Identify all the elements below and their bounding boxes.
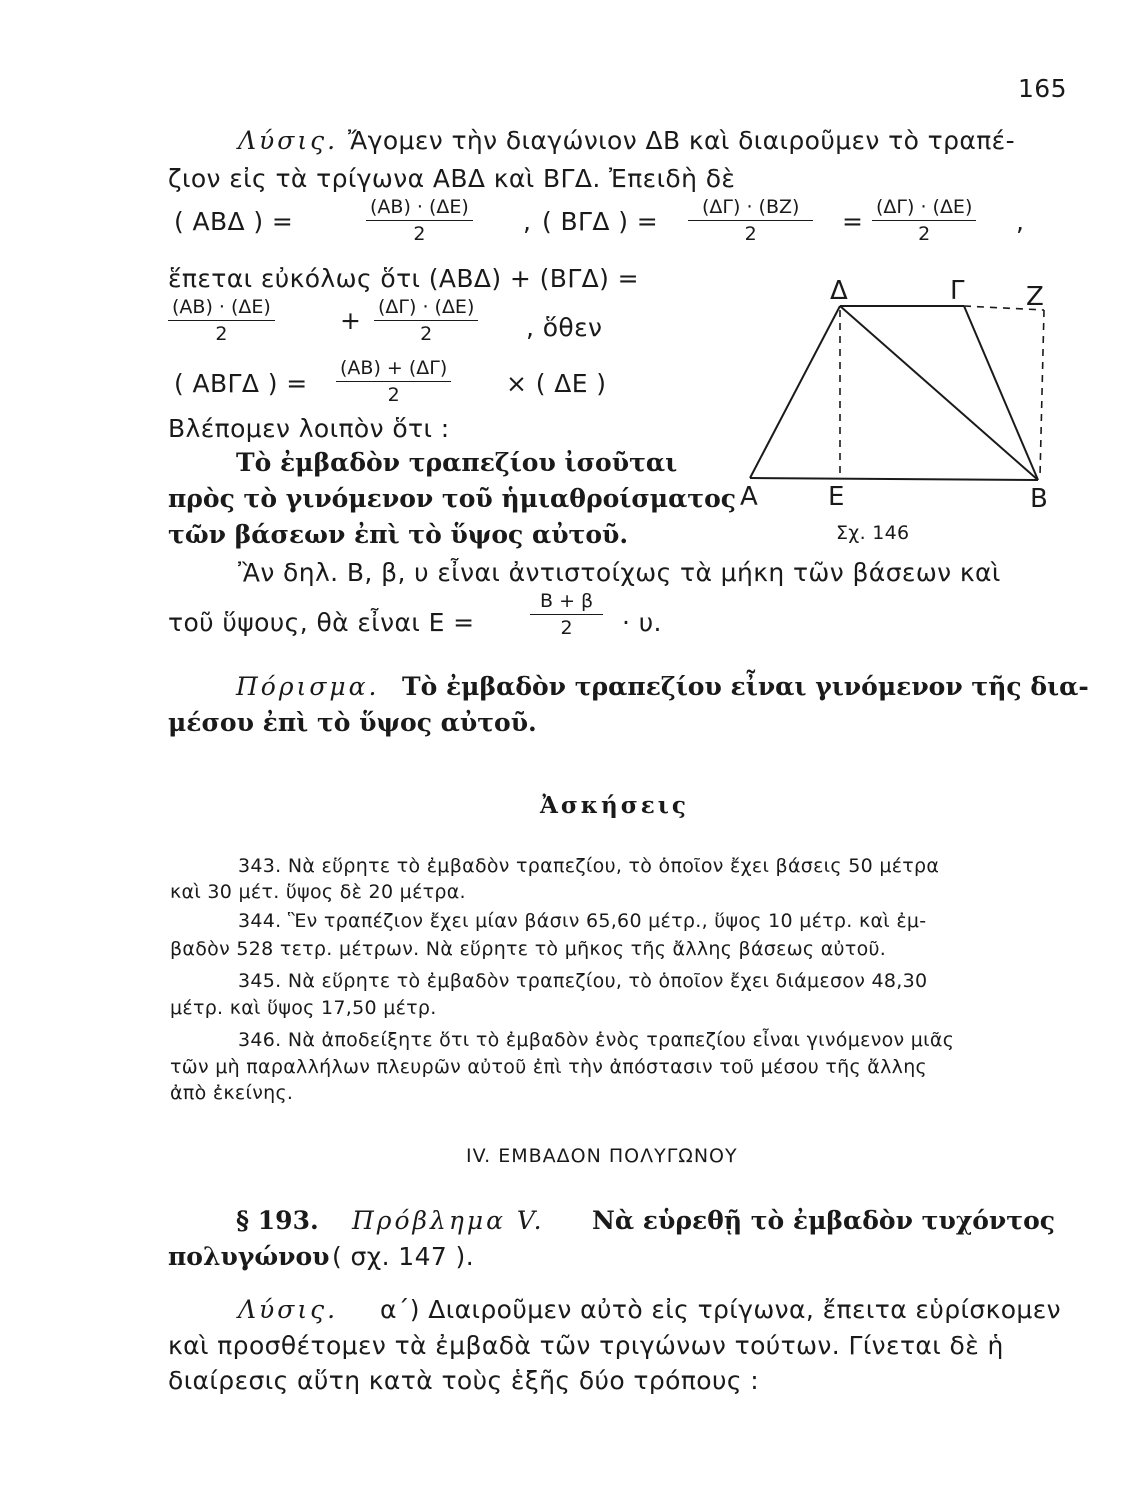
- we-see-line: Βλέπομεν λοιπὸν ὅτι :: [168, 414, 450, 443]
- figure-caption: Σχ. 146: [836, 522, 910, 544]
- label-delta: Δ: [830, 276, 848, 306]
- exercise-344-line-2: βαδὸν 528 τετρ. μέτρων. Νὰ εὕρητε τὸ μῆκος τῆς ἄλλης βάσεως αὐτοῦ.: [170, 938, 887, 960]
- section-heading: IV. ΕΜΒΑΔΟΝ ΠΟΛΥΓΩΝΟΥ: [466, 1145, 738, 1167]
- label-epsilon: Ε: [828, 482, 845, 512]
- if-line: Ἂν δηλ. Β, β, υ εἶναι ἀντιστοίχως τὰ μήκη τῶν βάσεων καὶ: [238, 558, 1001, 587]
- eq2-fraction-1: [168, 296, 275, 345]
- problem-figure-ref: ( σχ. 147 ).: [332, 1242, 475, 1271]
- exercise-343-line-1: 343. Νὰ εὕρητε τὸ ἐμβαδὸν τραπεζίου, τὸ ὁποῖον ἔχει βάσεις 50 μέτρα: [238, 855, 940, 877]
- label-gamma: Γ: [950, 276, 965, 306]
- corollary-line-1: Τὸ ἐμβαδὸν τραπεζίου εἶναι γινόμενον τῆς δια-: [402, 672, 1089, 701]
- solution2-label: Λύσις.: [238, 1295, 339, 1324]
- solution-line-2: ζιον εἰς τὰ τρίγωνα ΑΒΔ καὶ ΒΓΔ. Ἐπειδὴ δὲ: [168, 164, 736, 193]
- eq1-end: ,: [1016, 207, 1025, 236]
- eq2-f1-denominator: 2: [215, 323, 228, 345]
- label-zeta: Ζ: [1026, 282, 1044, 312]
- eq1-fraction-3: [872, 196, 976, 245]
- theorem-line-2: πρὸς τὸ γινόμενον τοῦ ἡμιαθροίσματος: [168, 484, 737, 513]
- solution2-line-2: καὶ προσθέτομεν τὰ ἐμβαδὰ τῶν τριγώνων τούτων. Γίνεται δὲ ἡ: [168, 1331, 1004, 1360]
- eq1-separator: ,: [523, 207, 532, 236]
- eq1-lhs-bgd: ( ΒΓΔ ) =: [542, 207, 659, 236]
- eq1-f2-numerator: (ΔΓ) · (ΒΖ): [688, 196, 813, 221]
- eq3-rhs: × ( ΔΕ ): [506, 369, 607, 398]
- diagonal-db-line: [840, 306, 1038, 480]
- page-number: 165: [1018, 74, 1067, 103]
- exercise-346-line-1: 346. Νὰ ἀποδείξητε ὅτι τὸ ἐμβαδὸν ἑνὸς τραπεζίου εἶναι γινόμενον μιᾶς: [238, 1029, 955, 1051]
- area-fraction: [530, 590, 603, 639]
- problem-title-2: πολυγώνου: [168, 1242, 330, 1271]
- eq1-fraction-2: [688, 196, 813, 245]
- base-ab-line: [750, 478, 1038, 480]
- label-beta: Β: [1030, 484, 1048, 514]
- problem-number: § 193.: [236, 1206, 319, 1235]
- exercise-345-line-2: μέτρ. καὶ ὕψος 17,50 μέτρ.: [170, 997, 437, 1019]
- exercise-343-line-2: καὶ 30 μέτ. ὕψος δὲ 20 μέτρα.: [170, 881, 466, 903]
- follows-line: ἕπεται εὐκόλως ὅτι (ΑΒΔ) + (ΒΓΔ) =: [168, 264, 640, 293]
- eq2-plus: +: [340, 306, 362, 335]
- exercise-346-line-3: ἀπὸ ἐκείνης.: [170, 1082, 294, 1104]
- solution-line-1: Ἄγομεν τὴν διαγώνιον ΔΒ καὶ διαιροῦμεν τὸ τραπέ-: [348, 126, 1016, 155]
- eq1-f3-numerator: (ΔΓ) · (ΔΕ): [872, 196, 976, 221]
- label-alpha: Α: [740, 482, 758, 512]
- height-zb-dashed: [1040, 310, 1044, 476]
- eq3-lhs: ( ΑΒΓΔ ) =: [174, 369, 308, 398]
- problem-label: Πρόβλημα V.: [352, 1206, 545, 1235]
- solution-label: Λύσις.: [238, 126, 339, 155]
- eq1-f2-denominator: 2: [744, 223, 757, 245]
- eq1-f3-denominator: 2: [918, 223, 931, 245]
- height-line-text: τοῦ ὕψους, θὰ εἶναι Ε =: [168, 608, 475, 637]
- exercise-344-line-1: 344. Ἓν τραπέζιον ἔχει μίαν βάσιν 65,60 μέτρ., ὕψος 10 μέτρ. καὶ ἐμ-: [238, 910, 927, 932]
- exercise-346-line-2: τῶν μὴ παραλλήλων πλευρῶν αὐτοῦ ἐπὶ τὴν ἀπόστασιν τοῦ μέσου τῆς ἄλλης: [170, 1056, 928, 1078]
- solution2-line-1: α΄) Διαιροῦμεν αὐτὸ εἰς τρίγωνα, ἔπειτα εὑρίσκομεν: [380, 1295, 1061, 1324]
- solution2-line-3: διαίρεσις αὕτη κατὰ τοὺς ἑξῆς δύο τρόπους :: [168, 1366, 760, 1395]
- eq1-lhs-abd: ( ΑΒΔ ) =: [174, 207, 294, 236]
- eq3-fraction: [336, 357, 451, 406]
- eq1-f1-numerator: (ΑΒ) · (ΔΕ): [366, 196, 473, 221]
- trapezoid-figure: [730, 276, 1070, 546]
- exercises-title: Ἀσκήσεις: [540, 792, 689, 819]
- eq2-f2-numerator: (ΔΓ) · (ΔΕ): [374, 296, 478, 321]
- theorem-line-3: τῶν βάσεων ἐπὶ τὸ ὕψος αὐτοῦ.: [168, 520, 629, 549]
- side-ad-line: [750, 306, 840, 478]
- corollary-label: Πόρισμα.: [236, 672, 380, 701]
- side-gb-line: [964, 306, 1038, 480]
- problem-title-1: Νὰ εὑρεθῇ τὸ ἐμβαδὸν τυχόντος: [592, 1206, 1056, 1235]
- eq2-hence: , ὅθεν: [526, 313, 603, 342]
- area-denominator: 2: [560, 617, 573, 639]
- eq1-equals: =: [842, 207, 864, 236]
- corollary-line-2: μέσου ἐπὶ τὸ ὕψος αὐτοῦ.: [168, 708, 537, 737]
- eq2-f1-numerator: (ΑΒ) · (ΔΕ): [168, 296, 275, 321]
- eq3-numerator: (ΑΒ) + (ΔΓ): [336, 357, 451, 382]
- exercise-345-line-1: 345. Νὰ εὕρητε τὸ ἐμβαδὸν τραπεζίου, τὸ ὁποῖον ἔχει διάμεσον 48,30: [238, 970, 928, 992]
- eq1-fraction-1: [366, 196, 473, 245]
- eq1-f1-denominator: 2: [413, 223, 426, 245]
- height-line-tail: · υ.: [622, 608, 662, 637]
- theorem-line-1: Τὸ ἐμβαδὸν τραπεζίου ἰσοῦται: [236, 448, 678, 477]
- eq3-denominator: 2: [387, 384, 400, 406]
- eq2-fraction-2: [374, 296, 478, 345]
- area-numerator: Β + β: [530, 590, 603, 615]
- eq2-f2-denominator: 2: [420, 323, 433, 345]
